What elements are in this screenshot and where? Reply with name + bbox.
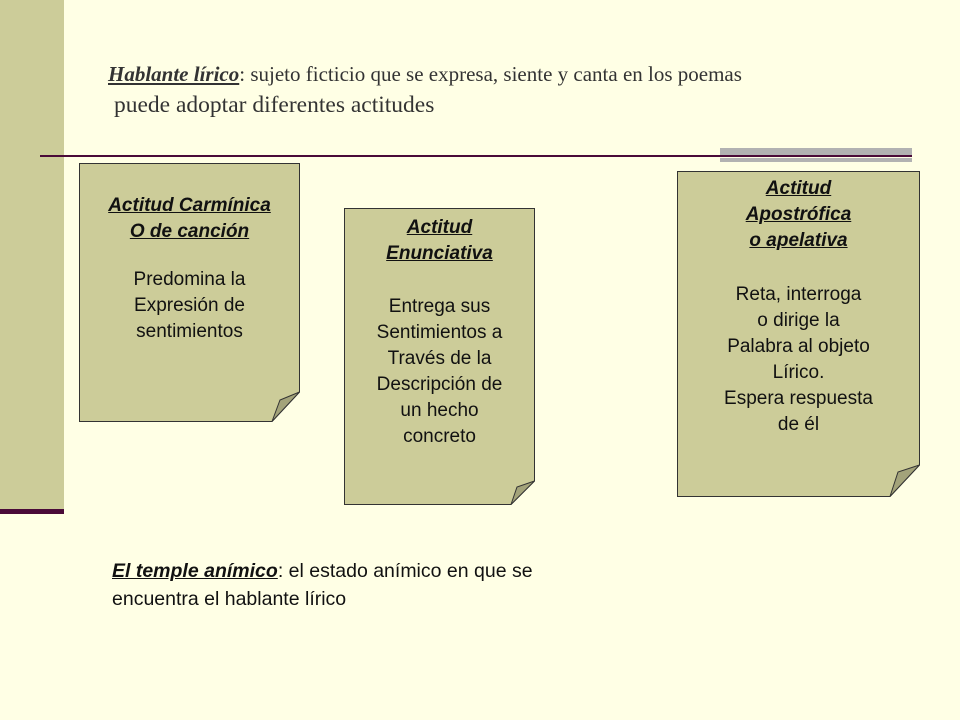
card-body-line: Predomina la	[133, 269, 246, 290]
slide-subtitle: puede adoptar diferentes actitudes	[114, 92, 435, 118]
card-body-line: de él	[777, 414, 820, 435]
card-body-line: Espera respuesta	[724, 388, 873, 409]
card-body-line: Reta, interroga	[735, 284, 862, 305]
card-body-line: Palabra al objeto	[727, 336, 870, 357]
sidebar-foot-rule	[0, 509, 64, 514]
card-heading-line: Actitud Carmínica	[108, 195, 271, 216]
card-body-line: concreto	[403, 426, 476, 447]
title-term: Hablante lírico	[108, 62, 240, 86]
card-body-line: Descripción de	[376, 374, 503, 395]
card-heading-line: Apostrófica	[745, 204, 852, 225]
card-heading-line: O de canción	[129, 221, 250, 242]
card-body-line: un hecho	[400, 400, 479, 421]
card-body-line: Expresión de	[134, 295, 245, 316]
temple-animico-definition	[112, 557, 533, 613]
card-body-line: Sentimientos a	[376, 322, 503, 343]
card-body-line: Través de la	[387, 348, 492, 369]
card-apostrofica	[677, 171, 920, 497]
card-body-line: sentimientos	[136, 321, 243, 342]
slide-title	[108, 62, 742, 87]
card-enunciativa	[344, 208, 535, 505]
card-heading-line: Actitud	[406, 217, 473, 238]
footer-definition: : el estado anímico en que se	[277, 560, 533, 582]
left-sidebar-band	[0, 0, 64, 512]
card-body-line: Lírico.	[772, 362, 825, 383]
footer-definition-continued: encuentra el hablante lírico	[112, 588, 347, 610]
card-heading-line: Actitud	[765, 178, 832, 199]
card-heading-line: o apelativa	[749, 230, 848, 251]
accent-bar-top	[720, 148, 912, 155]
card-heading-line: Enunciativa	[386, 243, 493, 264]
horizontal-divider	[40, 155, 912, 157]
title-definition: : sujeto ficticio que se expresa, siente y canta en los poemas	[239, 62, 742, 86]
card-carminica	[79, 163, 300, 422]
card-body-line: Entrega sus	[388, 296, 491, 317]
footer-term: El temple anímico	[112, 560, 278, 582]
accent-bar-bottom	[720, 158, 912, 162]
card-body-line: o dirige la	[757, 310, 840, 331]
